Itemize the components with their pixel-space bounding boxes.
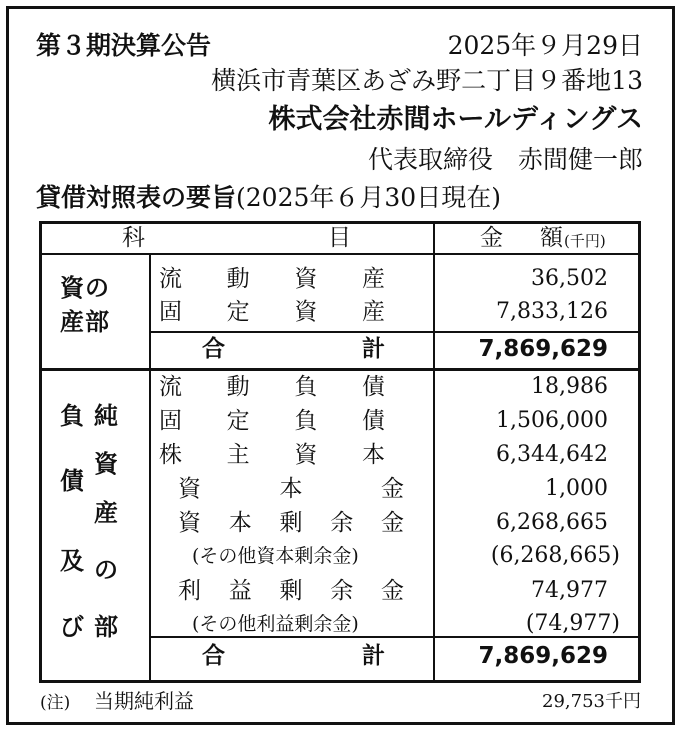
assets-total-label-2: 計 — [362, 336, 385, 362]
asset-row-fixed-value: 7,833,126 — [496, 299, 608, 324]
label-char: 剰 — [279, 510, 303, 536]
label-char: 金 — [381, 578, 404, 604]
label-char: 流 — [159, 266, 182, 292]
label-char: 資 — [178, 510, 201, 536]
liab-row-current-label — [159, 373, 385, 401]
liab-label-left-1: 負 — [60, 402, 84, 430]
liab-row-fixed-value: 1,506,000 — [496, 408, 608, 433]
bs-heading-line — [36, 183, 501, 214]
header-unit: (千円) — [564, 232, 606, 250]
liab-row-current-value: 18,986 — [531, 374, 608, 399]
label-char: 定 — [226, 408, 250, 434]
label-char: 本 — [361, 442, 385, 468]
label-char: 固 — [159, 299, 182, 325]
liab-total-label-2: 計 — [362, 643, 385, 669]
label-char: 余 — [330, 578, 354, 604]
label-char: 債 — [361, 374, 385, 400]
label-char: 金 — [381, 510, 404, 536]
label-char: 産 — [361, 299, 385, 325]
label-char: 流 — [159, 374, 182, 400]
label-char: 資 — [294, 299, 318, 325]
liab-row-fixed-label — [159, 407, 385, 435]
liab-label-right-5: 部 — [94, 613, 118, 641]
label-char: 資 — [294, 266, 318, 292]
liab-label-left-3: 及 — [60, 547, 84, 575]
assets-total-label-1: 合 — [202, 336, 225, 362]
liab-total-value: 7,869,629 — [478, 643, 608, 669]
equity-row-other-retained-earnings-label: (その他利益剰余金) — [192, 613, 359, 635]
label-char: 益 — [228, 578, 252, 604]
liab-label-right-4: の — [94, 556, 118, 584]
company-address: 横浜市青葉区あざみ野二丁目９番地13 — [211, 66, 643, 95]
label-char: 動 — [226, 374, 250, 400]
liab-label-left-4: び — [60, 613, 84, 641]
header-amount-char-2: 額 — [540, 225, 563, 251]
equity-row-capital-label — [178, 475, 404, 503]
label-char: 産 — [361, 266, 385, 292]
label-char: 資 — [294, 442, 318, 468]
liab-label-right-3: 産 — [94, 499, 118, 527]
liab-label-right-1: 純 — [94, 402, 118, 430]
label-char: 負 — [294, 408, 318, 434]
assets-total-value: 7,869,629 — [478, 336, 608, 362]
label-char: 債 — [361, 408, 385, 434]
header-amount-char-1: 金 — [480, 225, 503, 251]
bs-as-of: (2025年６月30日現在) — [236, 183, 501, 212]
asset-row-fixed-label — [159, 298, 385, 326]
liab-total-label-1: 合 — [202, 643, 225, 669]
liabilities-label-divider — [149, 371, 151, 680]
equity-row-retained-earnings-value: 74,977 — [531, 578, 608, 603]
notice-title: 第３期決算公告 — [36, 31, 212, 60]
amount-column-divider — [433, 224, 435, 680]
label-char: 剰 — [279, 578, 303, 604]
label-char: 本 — [279, 476, 303, 502]
label-char: 資 — [178, 476, 201, 502]
section-divider — [42, 368, 638, 371]
asset-row-current-label — [159, 265, 385, 293]
label-char: 利 — [178, 578, 201, 604]
equity-row-shareholders-value: 6,344,642 — [496, 442, 608, 467]
bs-heading: 貸借対照表の要旨 — [36, 183, 237, 212]
assets-label-divider — [149, 253, 151, 368]
label-char: 余 — [330, 510, 354, 536]
header-item-char-2: 目 — [328, 225, 351, 251]
notice-date: 2025年９月29日 — [447, 31, 643, 60]
footnote-value: 29,753千円 — [542, 691, 641, 712]
equity-row-other-retained-earnings-value: (74,977) — [525, 611, 620, 636]
assets-section-label-line-1: 資の — [60, 274, 110, 302]
label-char: 主 — [226, 442, 250, 468]
representative: 代表取締役 赤間健一郎 — [367, 145, 643, 174]
equity-row-capital-value: 1,000 — [545, 476, 608, 501]
assets-section-label-line-2: 産部 — [60, 308, 110, 336]
balance-sheet-table — [39, 221, 641, 683]
equity-row-retained-earnings-label — [178, 577, 404, 605]
equity-row-capital-surplus-value: 6,268,665 — [496, 510, 608, 535]
assets-total-line — [149, 331, 638, 333]
label-char: 負 — [294, 374, 318, 400]
equity-row-shareholders-label — [159, 441, 385, 469]
label-char: 固 — [159, 408, 182, 434]
label-char: 動 — [226, 266, 250, 292]
equity-row-other-capital-surplus-value: (6,268,665) — [490, 543, 620, 568]
header-divider — [42, 253, 638, 255]
asset-row-current-value: 36,502 — [531, 266, 608, 291]
label-char: 金 — [381, 476, 404, 502]
liab-label-left-2: 債 — [60, 467, 84, 495]
company-name: 株式会社赤間ホールディングス — [268, 104, 643, 135]
label-char: 本 — [228, 510, 252, 536]
header-item-char-1: 科 — [122, 225, 145, 251]
liab-label-right-2: 資 — [94, 450, 118, 478]
equity-row-other-capital-surplus-label: (その他資本剰余金) — [192, 545, 359, 567]
label-char: 定 — [226, 299, 250, 325]
label-char: 株 — [159, 442, 182, 468]
footnote-label: 当期純利益 — [94, 689, 194, 713]
footnote-mark: (注) — [40, 693, 71, 713]
equity-row-capital-surplus-label — [178, 509, 404, 537]
